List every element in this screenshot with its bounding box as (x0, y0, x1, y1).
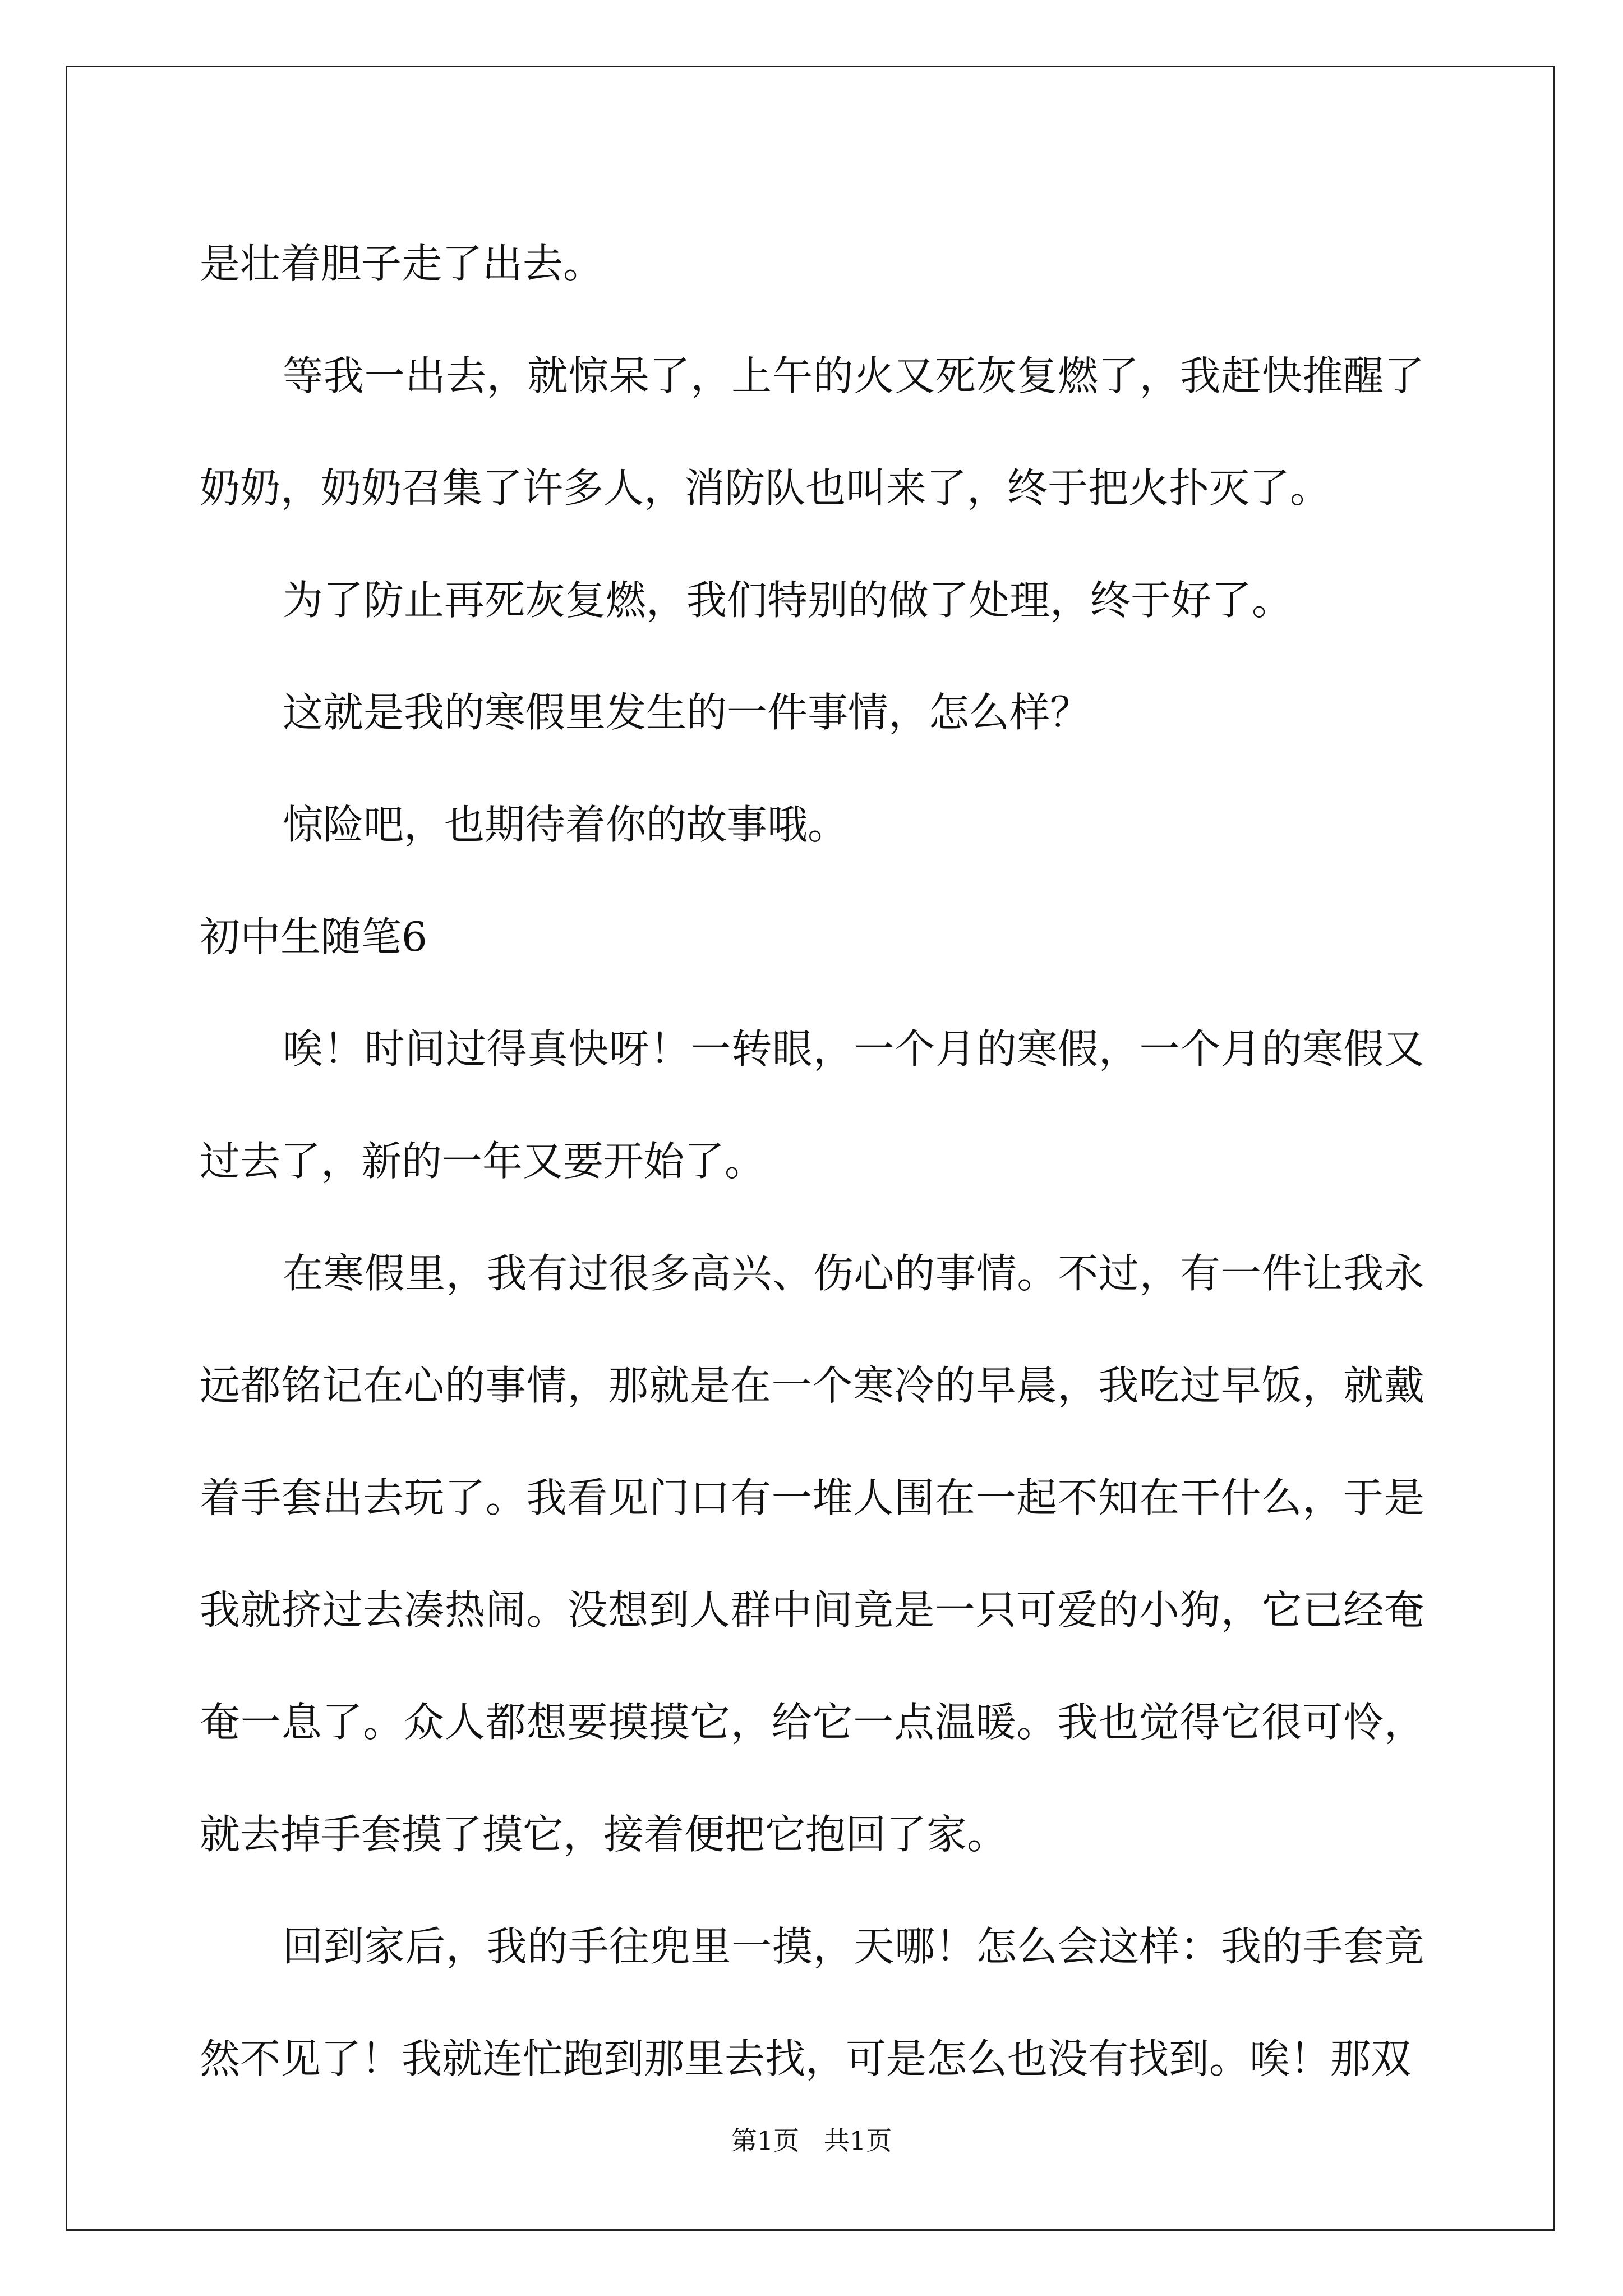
section-heading: 初中生随笔6 (200, 913, 427, 960)
paragraph: 这就是我的寒假里发生的一件事情，怎么样？ (283, 689, 1091, 736)
paragraph: 为了防止再死灰复燃，我们特别的做了处理，终于好了。 (283, 577, 1293, 624)
paragraph: 在寒假里，我有过很多高兴、伤心的事情。不过，有一件让我永远都铭记在心的事情，那就是在一个寒冷的早晨，我吃过早饭，就戴着手套出去玩了。我看见门口有一堆人围在一起不知在干什么，于是我就挤过去凑热闹。没想到人群中间竟是一只可爱的小狗，它已经奄奄一息了。众人都想要摸摸它，给它一点温暖。我也觉得它很可怜，就去掉手套摸了摸它，接着便把它抱回了家。 (200, 1250, 1424, 1858)
paragraph: 等我一出去，就惊呆了，上午的火又死灰复燃了，我赶快推醒了奶奶，奶奶召集了许多人，消防队也叫来了，终于把火扑灭了。 (200, 352, 1424, 512)
document-body (200, 208, 1424, 2115)
paragraph: 回到家后，我的手往兜里一摸，天哪！怎么会这样：我的手套竟然不见了！我就连忙跑到那里去找，可是怎么也没有找到。唉！那双 (200, 1923, 1424, 2082)
page-footer: 第1页 共1页 (731, 2125, 892, 2156)
paragraph: 是壮着胆子走了出去。 (200, 240, 604, 287)
paragraph: 惊险吧，也期待着你的故事哦。 (283, 801, 849, 848)
paragraph: 唉！时间过得真快呀！一转眼，一个月的寒假，一个月的寒假又过去了，新的一年又要开始了。 (200, 1025, 1424, 1185)
